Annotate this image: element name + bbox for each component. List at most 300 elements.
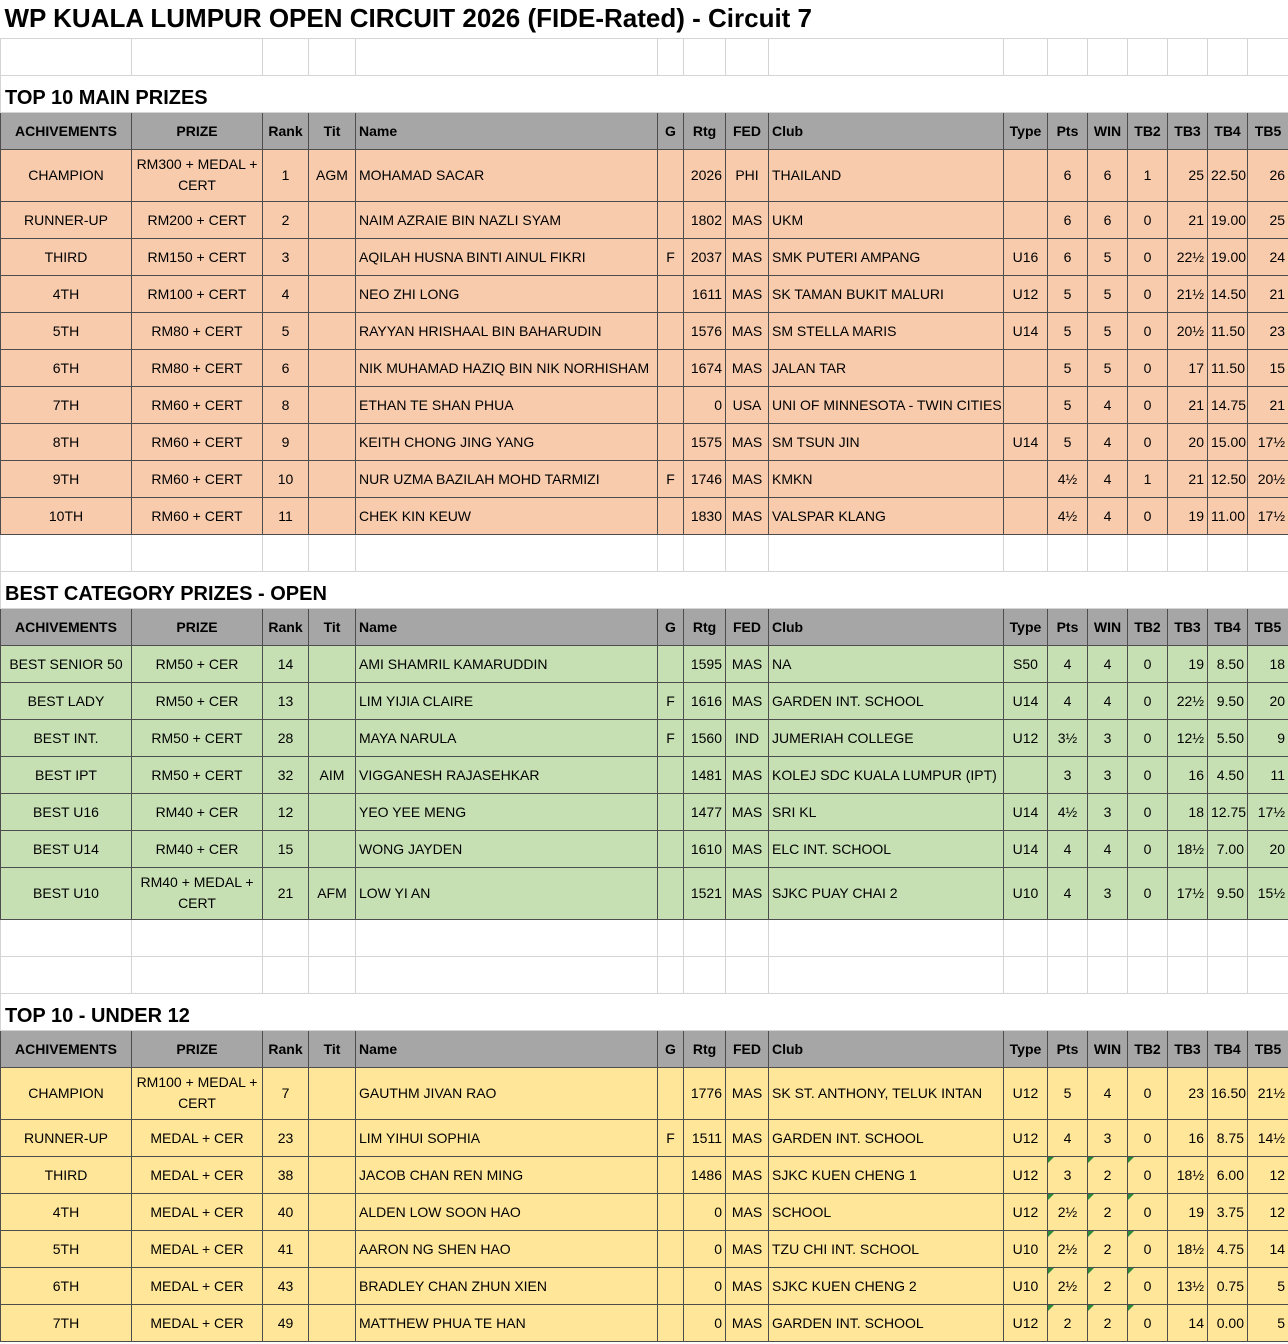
page-title: WP KUALA LUMPUR OPEN CIRCUIT 2026 (FIDE-Rated) - Circuit 7 — [1, 0, 1288, 38]
empty-cell — [356, 919, 658, 956]
cell-title — [309, 386, 356, 423]
column-header-tb4: TB4 — [1208, 1030, 1248, 1067]
column-header-gender: G — [658, 112, 684, 149]
cell-type — [1004, 756, 1048, 793]
table-row — [1, 682, 1288, 719]
empty-cell — [769, 956, 1004, 993]
table-row — [1, 423, 1288, 460]
cell-rank: 41 — [263, 1230, 309, 1267]
cell-title — [309, 793, 356, 830]
table-row — [1, 386, 1288, 423]
cell-achievement: 10TH — [1, 497, 132, 534]
cell-rank: 11 — [263, 497, 309, 534]
cell-rank: 1 — [263, 149, 309, 201]
empty-cell — [263, 956, 309, 993]
cell-federation: MAS — [726, 756, 769, 793]
cell-wins: 6 — [1088, 201, 1128, 238]
cell-rank: 12 — [263, 793, 309, 830]
cell-tb4: 0.00 — [1208, 1304, 1248, 1341]
table-row — [1, 275, 1288, 312]
table-row — [1, 1119, 1288, 1156]
cell-club: KOLEJ SDC KUALA LUMPUR (IPT) — [769, 756, 1004, 793]
column-header-achievement: ACHIVEMENTS — [1, 608, 132, 645]
cell-tb2: 0 — [1128, 830, 1168, 867]
table-row — [1, 867, 1288, 919]
column-header-points: Pts — [1048, 608, 1088, 645]
cell-prize: RM40 + CER — [132, 830, 263, 867]
cell-type — [1004, 149, 1048, 201]
cell-name: AQILAH HUSNA BINTI AINUL FIKRI — [356, 238, 658, 275]
cell-type: U12 — [1004, 1119, 1048, 1156]
cell-name: NUR UZMA BAZILAH MOHD TARMIZI — [356, 460, 658, 497]
cell-gender: F — [658, 460, 684, 497]
cell-title — [309, 238, 356, 275]
cell-achievement: BEST IPT — [1, 756, 132, 793]
cell-wins: 4 — [1088, 497, 1128, 534]
cell-rating: 1521 — [684, 867, 726, 919]
cell-club: SK ST. ANTHONY, TELUK INTAN — [769, 1067, 1004, 1119]
cell-tb4: 22.50 — [1208, 149, 1248, 201]
column-header-prize: PRIZE — [132, 608, 263, 645]
cell-federation: MAS — [726, 201, 769, 238]
cell-rating: 1830 — [684, 497, 726, 534]
cell-wins: 4 — [1088, 460, 1128, 497]
cell-tb4: 4.50 — [1208, 756, 1248, 793]
cell-club: UNI OF MINNESOTA - TWIN CITIES — [769, 386, 1004, 423]
cell-federation: MAS — [726, 497, 769, 534]
cell-tb4: 7.00 — [1208, 830, 1248, 867]
cell-tb3: 21 — [1168, 201, 1208, 238]
column-header-points: Pts — [1048, 112, 1088, 149]
empty-cell — [1128, 956, 1168, 993]
cell-gender — [658, 1267, 684, 1304]
cell-tb5: 14½ — [1248, 1119, 1288, 1156]
cell-tb4: 9.50 — [1208, 867, 1248, 919]
cell-rating: 1595 — [684, 645, 726, 682]
cell-name: MOHAMAD SACAR — [356, 149, 658, 201]
cell-tb4: 8.75 — [1208, 1119, 1248, 1156]
cell-points: 2½ — [1048, 1267, 1088, 1304]
cell-tb3: 14 — [1168, 1304, 1208, 1341]
cell-tb3: 21 — [1168, 460, 1208, 497]
cell-wins: 4 — [1088, 645, 1128, 682]
cell-points: 2½ — [1048, 1230, 1088, 1267]
column-header-rating: Rtg — [684, 608, 726, 645]
cell-club: JUMERIAH COLLEGE — [769, 719, 1004, 756]
cell-gender — [658, 423, 684, 460]
empty-cell — [132, 919, 263, 956]
cell-type: U16 — [1004, 238, 1048, 275]
cell-wins: 3 — [1088, 756, 1128, 793]
main-prizes-section-title: TOP 10 MAIN PRIZES — [1, 75, 1288, 112]
cell-type: U10 — [1004, 867, 1048, 919]
column-header-tb2: TB2 — [1128, 112, 1168, 149]
empty-cell — [356, 38, 658, 75]
empty-cell — [1048, 38, 1088, 75]
cell-tb4: 12.75 — [1208, 793, 1248, 830]
cell-type: U14 — [1004, 682, 1048, 719]
cell-prize: RM300 + MEDAL + CERT — [132, 149, 263, 201]
cell-federation: MAS — [726, 830, 769, 867]
cell-title — [309, 275, 356, 312]
cell-prize: MEDAL + CER — [132, 1156, 263, 1193]
empty-cell — [132, 534, 263, 571]
cell-tb4: 8.50 — [1208, 645, 1248, 682]
cell-name: AARON NG SHEN HAO — [356, 1230, 658, 1267]
cell-club: SCHOOL — [769, 1193, 1004, 1230]
cell-tb2: 0 — [1128, 1193, 1168, 1230]
cell-name: ETHAN TE SHAN PHUA — [356, 386, 658, 423]
cell-tb5: 21½ — [1248, 1067, 1288, 1119]
empty-cell — [1128, 534, 1168, 571]
table-row — [1, 460, 1288, 497]
table-row — [1, 238, 1288, 275]
cell-rank: 10 — [263, 460, 309, 497]
cell-name: NAIM AZRAIE BIN NAZLI SYAM — [356, 201, 658, 238]
cell-prize: RM50 + CER — [132, 645, 263, 682]
cell-title — [309, 1267, 356, 1304]
cell-achievement: 4TH — [1, 275, 132, 312]
empty-cell — [769, 38, 1004, 75]
cell-prize: RM50 + CERT — [132, 756, 263, 793]
cell-points: 4 — [1048, 645, 1088, 682]
cell-title — [309, 460, 356, 497]
category-prizes-title-row — [1, 571, 1288, 608]
cell-prize: RM80 + CERT — [132, 312, 263, 349]
cell-club: SMK PUTERI AMPANG — [769, 238, 1004, 275]
empty-cell — [309, 38, 356, 75]
cell-club: ELC INT. SCHOOL — [769, 830, 1004, 867]
cell-tb5: 25 — [1248, 201, 1288, 238]
cell-rating: 1674 — [684, 349, 726, 386]
cell-federation: MAS — [726, 1156, 769, 1193]
empty-cell — [1, 38, 132, 75]
cell-achievement: 9TH — [1, 460, 132, 497]
cell-tb5: 17½ — [1248, 497, 1288, 534]
column-header-title: Tit — [309, 112, 356, 149]
cell-tb3: 22½ — [1168, 238, 1208, 275]
cell-name: LIM YIHUI SOPHIA — [356, 1119, 658, 1156]
cell-rank: 15 — [263, 830, 309, 867]
cell-rank: 32 — [263, 756, 309, 793]
empty-cell — [1048, 919, 1088, 956]
cell-rating: 1746 — [684, 460, 726, 497]
column-header-points: Pts — [1048, 1030, 1088, 1067]
empty-cell — [1128, 919, 1168, 956]
table-row — [1, 312, 1288, 349]
cell-tb4: 19.00 — [1208, 238, 1248, 275]
cell-federation: MAS — [726, 238, 769, 275]
column-header-gender: G — [658, 608, 684, 645]
cell-wins: 5 — [1088, 238, 1128, 275]
cell-tb2: 1 — [1128, 149, 1168, 201]
cell-name: GAUTHM JIVAN RAO — [356, 1067, 658, 1119]
empty-cell — [356, 534, 658, 571]
cell-tb4: 11.50 — [1208, 312, 1248, 349]
cell-tb3: 18 — [1168, 793, 1208, 830]
empty-cell — [1088, 919, 1128, 956]
table-row — [1, 830, 1288, 867]
cell-title — [309, 719, 356, 756]
cell-points: 3 — [1048, 1156, 1088, 1193]
column-header-gender: G — [658, 1030, 684, 1067]
cell-gender: F — [658, 719, 684, 756]
cell-tb2: 0 — [1128, 275, 1168, 312]
cell-achievement: BEST U10 — [1, 867, 132, 919]
cell-rank: 3 — [263, 238, 309, 275]
cell-title — [309, 645, 356, 682]
cell-title: AIM — [309, 756, 356, 793]
cell-rank: 38 — [263, 1156, 309, 1193]
cell-achievement: RUNNER-UP — [1, 1119, 132, 1156]
cell-name: CHEK KIN KEUW — [356, 497, 658, 534]
empty-cell — [1248, 38, 1288, 75]
cell-rank: 43 — [263, 1267, 309, 1304]
cell-federation: MAS — [726, 423, 769, 460]
cell-prize: MEDAL + CER — [132, 1193, 263, 1230]
cell-club: VALSPAR KLANG — [769, 497, 1004, 534]
cell-tb2: 0 — [1128, 201, 1168, 238]
cell-rank: 14 — [263, 645, 309, 682]
cell-tb4: 11.00 — [1208, 497, 1248, 534]
column-header-federation: FED — [726, 112, 769, 149]
cell-points: 5 — [1048, 349, 1088, 386]
cell-type — [1004, 460, 1048, 497]
cell-gender — [658, 149, 684, 201]
column-header-type: Type — [1004, 1030, 1048, 1067]
cell-achievement: BEST INT. — [1, 719, 132, 756]
cell-tb5: 5 — [1248, 1267, 1288, 1304]
empty-cell — [1168, 956, 1208, 993]
cell-gender: F — [658, 682, 684, 719]
empty-cell — [309, 956, 356, 993]
cell-rating: 1481 — [684, 756, 726, 793]
cell-club: JALAN TAR — [769, 349, 1004, 386]
cell-rating: 2026 — [684, 149, 726, 201]
cell-gender — [658, 830, 684, 867]
empty-cell — [1168, 919, 1208, 956]
column-header-tb3: TB3 — [1168, 608, 1208, 645]
cell-name: NIK MUHAMAD HAZIQ BIN NIK NORHISHAM — [356, 349, 658, 386]
cell-club: NA — [769, 645, 1004, 682]
cell-prize: MEDAL + CER — [132, 1267, 263, 1304]
cell-tb3: 12½ — [1168, 719, 1208, 756]
cell-tb5: 20 — [1248, 682, 1288, 719]
cell-type — [1004, 201, 1048, 238]
cell-title — [309, 1193, 356, 1230]
column-header-title: Tit — [309, 608, 356, 645]
empty-cell — [263, 38, 309, 75]
empty-cell — [263, 534, 309, 571]
cell-points: 6 — [1048, 149, 1088, 201]
cell-wins: 5 — [1088, 275, 1128, 312]
empty-cell — [1208, 919, 1248, 956]
table-row — [1, 1067, 1288, 1119]
cell-achievement: CHAMPION — [1, 1067, 132, 1119]
cell-tb2: 0 — [1128, 312, 1168, 349]
cell-prize: MEDAL + CER — [132, 1119, 263, 1156]
column-header-rating: Rtg — [684, 112, 726, 149]
cell-rating: 1610 — [684, 830, 726, 867]
cell-federation: MAS — [726, 349, 769, 386]
empty-cell — [684, 38, 726, 75]
empty-cell — [1168, 38, 1208, 75]
cell-rating: 1486 — [684, 1156, 726, 1193]
cell-rating: 0 — [684, 1230, 726, 1267]
empty-cell — [726, 534, 769, 571]
cell-wins: 3 — [1088, 867, 1128, 919]
cell-wins: 4 — [1088, 1067, 1128, 1119]
cell-rating: 2037 — [684, 238, 726, 275]
cell-type: U10 — [1004, 1230, 1048, 1267]
cell-gender — [658, 201, 684, 238]
cell-points: 4½ — [1048, 793, 1088, 830]
empty-cell — [1004, 956, 1048, 993]
column-header-federation: FED — [726, 608, 769, 645]
cell-prize: RM40 + MEDAL + CERT — [132, 867, 263, 919]
under-12-title-row — [1, 993, 1288, 1030]
column-header-wins: WIN — [1088, 1030, 1128, 1067]
empty-cell — [132, 956, 263, 993]
cell-tb5: 15 — [1248, 349, 1288, 386]
cell-tb3: 23 — [1168, 1067, 1208, 1119]
cell-tb5: 23 — [1248, 312, 1288, 349]
empty-cell — [1004, 38, 1048, 75]
cell-points: 6 — [1048, 238, 1088, 275]
cell-title: AGM — [309, 149, 356, 201]
cell-prize: RM40 + CER — [132, 793, 263, 830]
cell-federation: IND — [726, 719, 769, 756]
cell-tb3: 18½ — [1168, 1230, 1208, 1267]
cell-tb3: 16 — [1168, 756, 1208, 793]
cell-points: 5 — [1048, 386, 1088, 423]
cell-rating: 0 — [684, 386, 726, 423]
column-header-wins: WIN — [1088, 608, 1128, 645]
empty-cell — [769, 919, 1004, 956]
empty-cell — [309, 919, 356, 956]
cell-club: THAILAND — [769, 149, 1004, 201]
cell-rating: 1560 — [684, 719, 726, 756]
cell-wins: 3 — [1088, 719, 1128, 756]
table-row — [1, 1304, 1288, 1341]
cell-points: 4 — [1048, 830, 1088, 867]
cell-wins: 2 — [1088, 1156, 1128, 1193]
table-row — [1, 1193, 1288, 1230]
cell-type: U12 — [1004, 1067, 1048, 1119]
cell-wins: 4 — [1088, 830, 1128, 867]
cell-tb2: 0 — [1128, 423, 1168, 460]
cell-rating: 1477 — [684, 793, 726, 830]
column-header-tb3: TB3 — [1168, 112, 1208, 149]
empty-cell — [1004, 919, 1048, 956]
cell-federation: MAS — [726, 312, 769, 349]
cell-rank: 9 — [263, 423, 309, 460]
cell-federation: MAS — [726, 1119, 769, 1156]
cell-achievement: 6TH — [1, 349, 132, 386]
cell-tb5: 20 — [1248, 830, 1288, 867]
cell-wins: 4 — [1088, 682, 1128, 719]
cell-title — [309, 682, 356, 719]
cell-gender — [658, 349, 684, 386]
cell-tb5: 17½ — [1248, 423, 1288, 460]
cell-tb2: 0 — [1128, 1156, 1168, 1193]
column-header-federation: FED — [726, 1030, 769, 1067]
cell-tb2: 0 — [1128, 682, 1168, 719]
cell-tb5: 15½ — [1248, 867, 1288, 919]
cell-rank: 7 — [263, 1067, 309, 1119]
empty-cell — [132, 38, 263, 75]
column-header-prize: PRIZE — [132, 112, 263, 149]
cell-tb4: 14.50 — [1208, 275, 1248, 312]
empty-cell — [1128, 38, 1168, 75]
cell-achievement: 5TH — [1, 1230, 132, 1267]
cell-wins: 4 — [1088, 423, 1128, 460]
cell-federation: MAS — [726, 682, 769, 719]
cell-name: BRADLEY CHAN ZHUN XIEN — [356, 1267, 658, 1304]
cell-tb2: 0 — [1128, 1267, 1168, 1304]
cell-wins: 4 — [1088, 386, 1128, 423]
empty-cell — [1, 534, 132, 571]
cell-rank: 21 — [263, 867, 309, 919]
cell-tb3: 22½ — [1168, 682, 1208, 719]
cell-prize: MEDAL + CER — [132, 1230, 263, 1267]
under-12-header-row — [1, 1030, 1288, 1067]
cell-rating: 0 — [684, 1267, 726, 1304]
cell-name: MAYA NARULA — [356, 719, 658, 756]
cell-type: U12 — [1004, 1156, 1048, 1193]
cell-rank: 8 — [263, 386, 309, 423]
column-header-tb5: TB5 — [1248, 1030, 1288, 1067]
cell-type: U14 — [1004, 312, 1048, 349]
cell-points: 4 — [1048, 867, 1088, 919]
column-header-rating: Rtg — [684, 1030, 726, 1067]
column-header-wins: WIN — [1088, 112, 1128, 149]
cell-tb5: 12 — [1248, 1193, 1288, 1230]
empty-cell — [658, 919, 684, 956]
cell-tb5: 12 — [1248, 1156, 1288, 1193]
table-row — [1, 719, 1288, 756]
column-header-achievement: ACHIVEMENTS — [1, 112, 132, 149]
cell-federation: MAS — [726, 1304, 769, 1341]
cell-points: 4 — [1048, 682, 1088, 719]
cell-tb4: 5.50 — [1208, 719, 1248, 756]
cell-type: U10 — [1004, 1267, 1048, 1304]
empty-cell — [1088, 956, 1128, 993]
empty-cell — [658, 38, 684, 75]
cell-tb2: 0 — [1128, 793, 1168, 830]
cell-tb5: 14 — [1248, 1230, 1288, 1267]
cell-prize: RM100 + CERT — [132, 275, 263, 312]
cell-rank: 5 — [263, 312, 309, 349]
column-header-tb2: TB2 — [1128, 1030, 1168, 1067]
column-header-rank: Rank — [263, 112, 309, 149]
cell-gender — [658, 1156, 684, 1193]
cell-club: SM STELLA MARIS — [769, 312, 1004, 349]
table-row — [1, 793, 1288, 830]
cell-rank: 13 — [263, 682, 309, 719]
cell-tb3: 17 — [1168, 349, 1208, 386]
empty-cell — [726, 38, 769, 75]
cell-club: SRI KL — [769, 793, 1004, 830]
cell-title — [309, 1230, 356, 1267]
cell-achievement: CHAMPION — [1, 149, 132, 201]
cell-club: TZU CHI INT. SCHOOL — [769, 1230, 1004, 1267]
cell-rank: 28 — [263, 719, 309, 756]
cell-tb4: 0.75 — [1208, 1267, 1248, 1304]
column-header-type: Type — [1004, 112, 1048, 149]
cell-name: JACOB CHAN REN MING — [356, 1156, 658, 1193]
cell-federation: MAS — [726, 1230, 769, 1267]
